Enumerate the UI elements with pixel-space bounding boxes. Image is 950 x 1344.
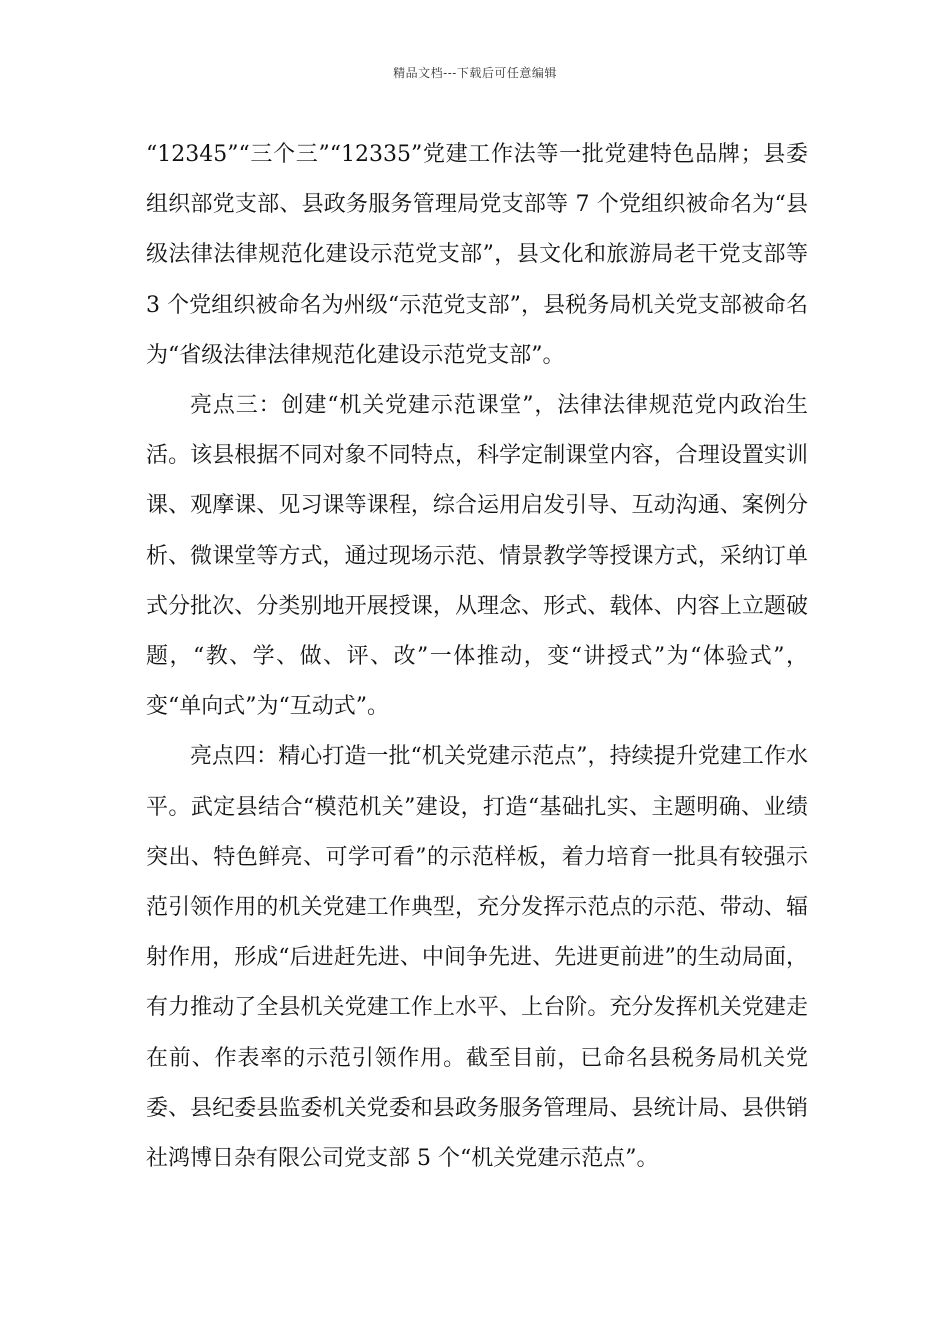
document-body (146, 130, 808, 1184)
paragraph-continuation: “12345”“三个三”“12335”党建工作法等一批党建特色品牌；县委组织部党支部、县政务服务管理局党支部等 7 个党组织被命名为“县级法律法律规范化建设示范党支部”，县文化和旅游局老干党支部等 3 个党组织被命名为州级“示范党支部”，县税务局机关党支部被命名为“省级法律法律规范化建设示范党支部”。 (146, 142, 808, 368)
page-header: 精品文档---下载后可任意编辑 (393, 66, 557, 80)
paragraph-highlight-three: 亮点三：创建“机关党建示范课堂”，法律法律规范党内政治生活。该县根据不同对象不同特点，科学定制课堂内容，合理设置实训课、观摩课、见习课等课程，综合运用启发引导、互动沟通、案例分析、微课堂等方式，通过现场示范、情景教学等授课方式，采纳订单式分批次、分类别地开展授课，从理念、形式、载体、内容上立题破题，“教、学、做、评、改”一体推动，变“讲授式”为“体验式”，变“单向式”为“互动式”。 (146, 393, 808, 720)
paragraph-highlight-four: 亮点四：精心打造一批“机关党建示范点”，持续提升党建工作水平。武定县结合“模范机关”建设，打造“基础扎实、主题明确、业绩突出、特色鲜亮、可学可看”的示范样板，着力培育一批具有较强示范引领作用的机关党建工作典型，充分发挥示范点的示范、带动、辐射作用，形成“后进赶先进、中间争先进、先进更前进”的生动局面，有力推动了全县机关党建工作上水平、上台阶。充分发挥机关党建走在前、作表率的示范引领作用。截至目前，已命名县税务局机关党委、县纪委县监委机关党委和县政务服务管理局、县统计局、县供销社鸿博日杂有限公司党支部 5 个“机关党建示范点”。 (146, 744, 808, 1172)
